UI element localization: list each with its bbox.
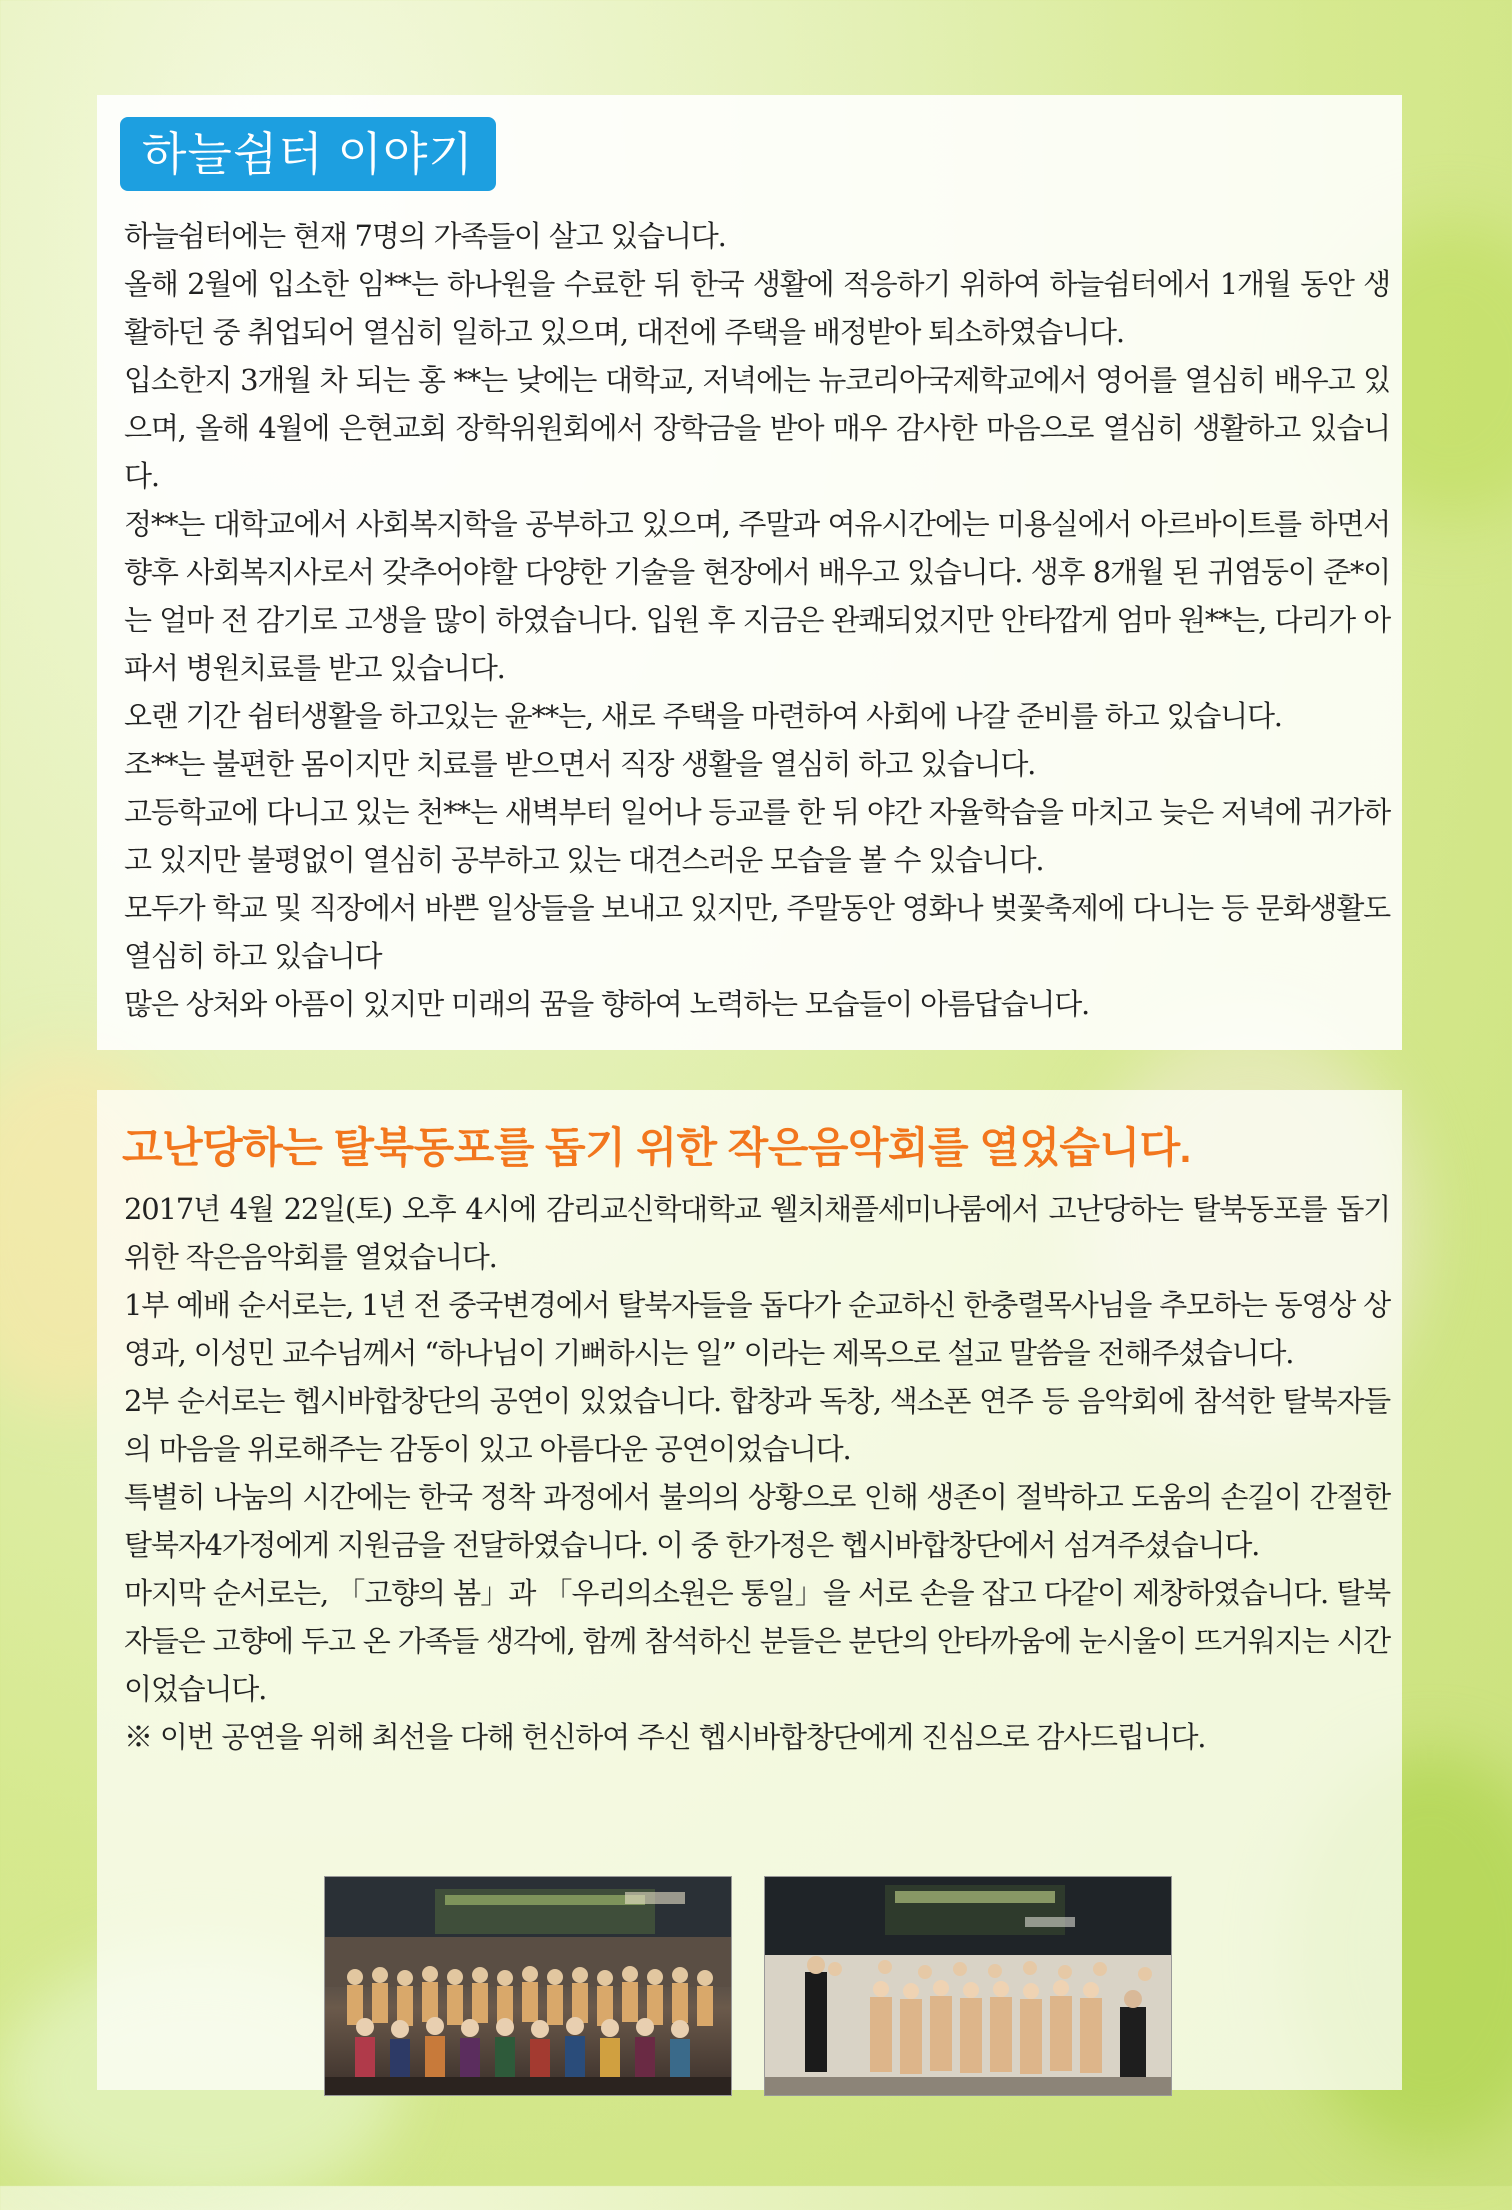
choir-performance-photo <box>764 1876 1172 2096</box>
paragraph: 고등학교에 다니고 있는 천**는 새벽부터 일어나 등교를 한 뒤 야간 자율학습을 마치고 늦은 저녁에 귀가하고 있지만 불평없이 열심히 공부하고 있는 대견스러운 모습을 볼 수 있습니다. <box>124 795 1390 877</box>
choir-photo-icon <box>765 1877 1171 2095</box>
section-heading: 고난당하는 탈북동포를 돕기 위한 작은음악회를 열었습니다. <box>122 1124 1191 1171</box>
paragraph: 오랜 기간 쉼터생활을 하고있는 윤**는, 새로 주택을 마련하여 사회에 나갈 준비를 하고 있습니다. <box>124 699 1282 733</box>
paragraph: 하늘쉼터에는 현재 7명의 가족들이 살고 있습니다. <box>124 219 726 253</box>
paragraph: 1부 예배 순서로는, 1년 전 중국변경에서 탈북자들을 돕다가 순교하신 한충렬목사님을 추모하는 동영상 상영과, 이성민 교수님께서 “하나님이 기뻐하시는 일” 이라는 제목으로 설교 말씀을 전해주셨습니다. <box>124 1288 1390 1370</box>
paragraph: 모두가 학교 및 직장에서 바쁜 일상들을 보내고 있지만, 주말동안 영화나 벚꽃축제에 다니는 등 문화생활도 열심히 하고 있습니다 <box>124 891 1390 973</box>
concert-story-text <box>124 1185 1390 1761</box>
paragraph: 올해 2월에 입소한 임**는 하나원을 수료한 뒤 한국 생활에 적응하기 위하여 하늘쉼터에서 1개월 동안 생활하던 중 취업되어 열심히 일하고 있으며, 대전에 주택을 배정받아 퇴소하였습니다. <box>124 267 1390 349</box>
paragraph: 2부 순서로는 헵시바합창단의 공연이 있었습니다. 합창과 독창, 색소폰 연주 등 음악회에 참석한 탈북자들의 마음을 위로해주는 감동이 있고 아름다운 공연이었습니다. <box>124 1384 1390 1466</box>
paragraph: 2017년 4월 22일(토) 오후 4시에 감리교신학대학교 웰치채플세미나룸에서 고난당하는 탈북동포를 돕기 위한 작은음악회를 열었습니다. <box>124 1192 1390 1274</box>
section-title-badge: 하늘쉼터 이야기 <box>120 117 496 191</box>
paragraph: 조**는 불편한 몸이지만 치료를 받으면서 직장 생활을 열심히 하고 있습니다. <box>124 747 1036 781</box>
paragraph: 정**는 대학교에서 사회복지학을 공부하고 있으며, 주말과 여유시간에는 미용실에서 아르바이트를 하면서 향후 사회복지사로서 갖추어야할 다양한 기술을 현장에서 배우고 있습니다. 생후 8개월 된 귀염둥이 준*이는 얼마 전 감기로 고생을 많이 하였습니다. 입원 후 지금은 완쾌되었지만 안타깝게 엄마 원**는, 다리가 아파서 병원치료를 받고 있습니다. <box>124 507 1390 685</box>
paragraph: 많은 상처와 아픔이 있지만 미래의 꿈을 향하여 노력하는 모습들이 아름답습니다. <box>124 987 1090 1021</box>
paragraph: ※ 이번 공연을 위해 최선을 다해 헌신하여 주신 헵시바합창단에게 진심으로 감사드립니다. <box>124 1720 1206 1754</box>
paragraph: 마지막 순서로는, 「고향의 봄」과 「우리의소원은 통일」을 서로 손을 잡고 다같이 제창하였습니다. 탈북자들은 고향에 두고 온 가족들 생각에, 함께 참석하신 분들은 분단의 안타까움에 눈시울이 뜨거워지는 시간이었습니다. <box>124 1576 1390 1706</box>
group-photo-icon <box>325 1877 731 2095</box>
paragraph: 특별히 나눔의 시간에는 한국 정착 과정에서 불의의 상황으로 인해 생존이 절박하고 도움의 손길이 간절한 탈북자4가정에게 지원금을 전달하였습니다. 이 중 한가정은 헵시바합창단에서 섬겨주셨습니다. <box>124 1480 1390 1562</box>
shelter-story-text <box>124 212 1390 1028</box>
paragraph: 입소한지 3개월 차 되는 홍 **는 낮에는 대학교, 저녁에는 뉴코리아국제학교에서 영어를 열심히 배우고 있으며, 올해 4월에 은현교회 장학위원회에서 장학금을 받아 매우 감사한 마음으로 열심히 생활하고 있습니다. <box>124 363 1390 493</box>
concert-group-photo <box>324 1876 732 2096</box>
